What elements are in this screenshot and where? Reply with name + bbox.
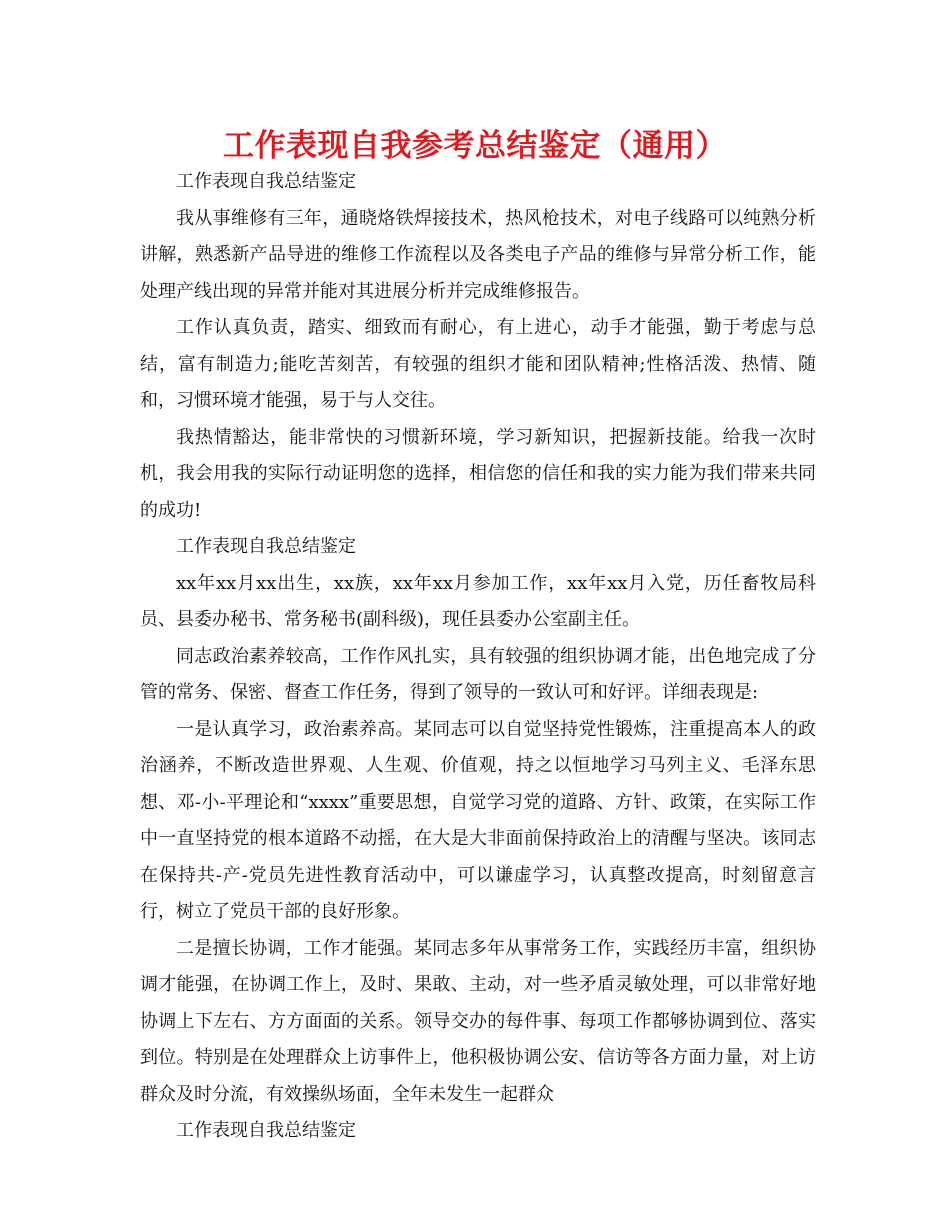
document-body bbox=[140, 164, 816, 1150]
paragraph: 二是擅长协调，工作才能强。某同志多年从事常务工作，实践经历丰富，组织协调才能强，在协调工作上，及时、果敢、主动，对一些矛盾灵敏处理，可以非常好地协调上下左右、方方面面的关系。领导交办的每件事、每项工作都够协调到位、落实到位。特别是在处理群众上访事件上，他积极协调公安、信访等各方面力量，对上访群众及时分流，有效操纵场面，全年未发生一起群众 bbox=[140, 937, 816, 1105]
paragraph: xx年xx月xx出生，xx族，xx年xx月参加工作，xx年xx月入党，历任畜牧局科员、县委办秘书、常务秘书(副科级)，现任县委办公室副主任。 bbox=[140, 572, 816, 630]
paragraph: 我热情豁达，能非常快的习惯新环境，学习新知识，把握新技能。给我一次时机，我会用我的实际行动证明您的选择，相信您的信任和我的实力能为我们带来共同的成功! bbox=[140, 426, 816, 521]
section-heading: 工作表现自我总结鉴定 bbox=[176, 1120, 356, 1141]
paragraph: 工作认真负责，踏实、细致而有耐心，有上进心，动手才能强，勤于考虑与总结，富有制造力;能吃苦刻苦，有较强的组织才能和团队精神;性格活泼、热情、随和，习惯环境才能强，易于与人交往。 bbox=[140, 317, 816, 411]
section-heading: 工作表现自我总结鉴定 bbox=[176, 171, 356, 192]
paragraph: 一是认真学习，政治素养高。某同志可以自觉坚持党性锻炼，注重提高本人的政治涵养，不断改造世界观、人生观、价值观，持之以恒地学习马列主义、毛泽东思想、邓-小-平理论和“xxxx”重要思想，自觉学习党的道路、方针、政策，在实际工作中一直坚持党的根本道路不动摇，在大是大非面前保持政治上的清醒与坚决。该同志在保持共-产-党员先进性教育活动中，可以谦虚学习，认真整改提高，时刻留意言行，树立了党员干部的良好形象。 bbox=[140, 718, 816, 922]
section-heading: 工作表现自我总结鉴定 bbox=[176, 536, 356, 557]
document-title: 工作表现自我参考总结鉴定（通用） bbox=[223, 128, 727, 164]
paragraph: 我从事维修有三年，通晓烙铁焊接技术，热风枪技术，对电子线路可以纯熟分析讲解，熟悉新产品导进的维修工作流程以及各类电子产品的维修与异常分析工作，能处理产线出现的异常并能对其进展分析并完成维修报告。 bbox=[140, 207, 816, 302]
paragraph: 同志政治素养较高，工作作风扎实，具有较强的组织协调才能，出色地完成了分管的常务、保密、督查工作任务，得到了领导的一致认可和好评。详细表现是: bbox=[140, 645, 816, 703]
